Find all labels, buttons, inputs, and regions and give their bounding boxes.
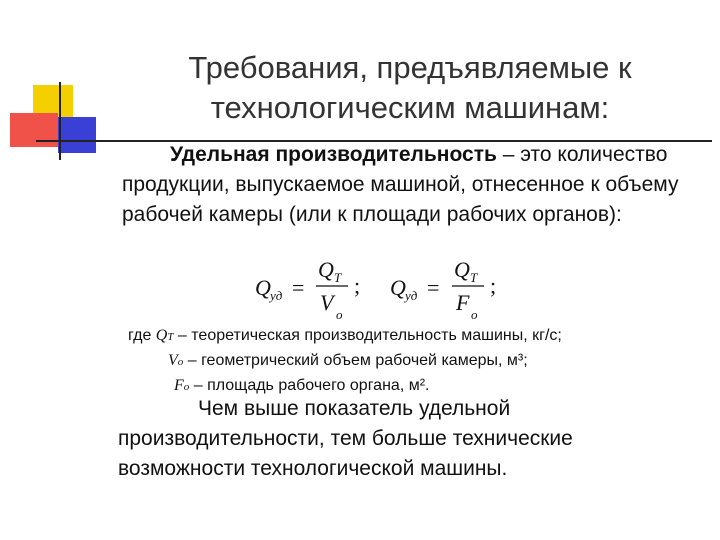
decorative-corner-squares (0, 0, 110, 170)
formula2-equals: = (427, 275, 440, 300)
legend-f-symbol: F (174, 377, 184, 394)
formula2-denominator-subscript: о (471, 307, 478, 322)
slide-title: Требования, предъявляемые к технологическим машинам: (188, 50, 632, 125)
definition-term: Удельная производительность (170, 143, 497, 166)
definition-text-start: – это (496, 143, 552, 166)
formula1-denominator-subscript: о (336, 307, 343, 322)
formula1-separator: ; (354, 273, 361, 298)
legend-q-symbol: Q (155, 327, 168, 344)
legend-f-text: – площадь рабочего органа, м². (189, 377, 430, 394)
formula1-equals: = (292, 275, 305, 300)
legend-q-subscript: Т (167, 331, 174, 343)
legend-v-symbol: V (168, 352, 178, 369)
conclusion-paragraph (118, 394, 678, 484)
legend-v-text: – геометрический объем рабочей камеры, м³; (183, 352, 528, 369)
legend-line-v (128, 349, 562, 374)
definition-paragraph (122, 140, 702, 230)
formula2-lhs-symbol: Q (390, 275, 406, 300)
formula2-numerator-subscript: Т (470, 270, 478, 285)
formula (250, 255, 510, 325)
formula1-numerator-symbol: Q (318, 257, 334, 282)
legend-q-text: – теоретическая производительность машины, кг/с; (173, 327, 562, 344)
conclusion-rest: производительности, тем больше технические возможности технологической машины. (118, 427, 573, 480)
symbol-legend (128, 324, 562, 399)
definition-text-rest: количество продукции, выпускаемое машиной, отнесенное к объему рабочей камеры (или к площади рабочих органов): (122, 143, 679, 226)
blue-square (58, 117, 96, 153)
legend-line-q (128, 327, 562, 344)
legend-prefix: где (128, 327, 156, 344)
formula2-denominator-symbol: F (456, 290, 470, 315)
formula1-denominator-symbol: V (320, 290, 334, 315)
formula2-separator: ; (490, 273, 497, 298)
formula1-lhs-subscript: уд (270, 288, 283, 303)
legend-v-subscript: о (177, 356, 184, 368)
formula1-numerator-subscript: Т (334, 270, 342, 285)
legend-f-subscript: о (183, 381, 190, 393)
formula2-lhs-subscript: уд (405, 288, 418, 303)
conclusion-line1: Чем выше показатель удельной (198, 397, 511, 420)
formula1-lhs-symbol: Q (255, 275, 271, 300)
formula2-numerator-symbol: Q (454, 257, 470, 282)
